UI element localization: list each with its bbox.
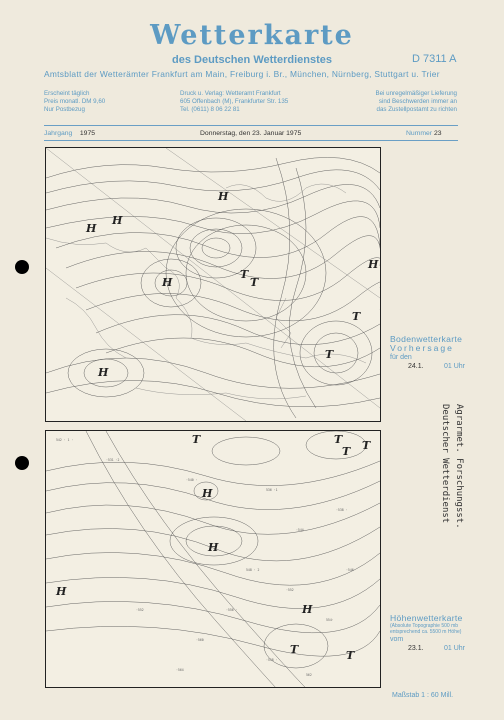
upper-map-drawing — [46, 431, 380, 687]
jahrgang-label: Jahrgang — [44, 130, 73, 137]
map-scale: Maßstab 1 : 60 Mill. — [392, 692, 454, 699]
pressure-label: T — [342, 445, 351, 458]
pressure-label: T — [346, 649, 355, 662]
svg-text:·540 ·: ·540 · — [186, 478, 198, 482]
svg-text:·544: ·544 — [296, 528, 304, 532]
pressure-label: H — [86, 222, 97, 235]
nummer-label: Nummer — [406, 130, 433, 137]
caption-vom: vom — [390, 636, 404, 643]
punch-hole — [15, 260, 29, 274]
svg-text:·531 ·2: ·531 ·2 — [106, 458, 120, 462]
info-text: das Zustellpostamt zu richten — [376, 105, 457, 113]
svg-text:562: 562 — [306, 673, 312, 677]
pressure-label: T — [192, 433, 201, 446]
caption-note: (Absolute Topographie 500 mb — [390, 623, 459, 629]
info-text: Nur Postbezug — [44, 105, 85, 113]
svg-text:542 · 1 ·: 542 · 1 · — [56, 438, 74, 442]
pressure-label: H — [302, 603, 313, 616]
pressure-label: T — [362, 439, 371, 452]
info-text: Tel. (0611) 8 06 22 81 — [180, 105, 240, 113]
document-number: D 7311 A — [412, 53, 457, 65]
caption-note: entsprechend ca. 5500 m Höhe) — [390, 629, 462, 635]
svg-text:·560: ·560 — [196, 638, 204, 642]
info-publisher — [180, 90, 288, 113]
pressure-label: H — [162, 276, 173, 289]
pressure-label: H — [218, 190, 229, 203]
info-subscription — [44, 90, 105, 113]
pressure-label: H — [98, 366, 109, 379]
info-delivery — [358, 90, 457, 113]
pressure-label: H — [202, 487, 213, 500]
issue-date — [200, 130, 301, 137]
official-line: Amtsblatt der Wetterämter Frankfurt am Main, Freiburg i. Br., München, Nürnberg, Stuttgart u. Trier — [44, 69, 440, 79]
pressure-label: T — [290, 643, 299, 656]
info-text: 605 Offenbach (M), Frankfurter Str. 135 — [180, 97, 289, 105]
divider — [44, 125, 458, 126]
info-text: Bei unregelmäßiger Lieferung — [375, 90, 457, 97]
svg-text:·552: ·552 — [136, 608, 144, 612]
nummer-value: 23 — [433, 130, 442, 137]
upper-air-map — [45, 430, 381, 688]
info-text: sind Beschwerden immer an — [378, 97, 457, 105]
svg-text:536 ·1: 536 ·1 — [266, 488, 278, 492]
stamp-line: Agrarmet. Forschungsst. — [454, 404, 464, 529]
svg-text:·558 ·: ·558 · — [266, 658, 278, 662]
caption-title: Bodenwetterkarte — [390, 334, 463, 344]
caption-time: 01 Uhr — [444, 645, 466, 652]
pressure-label: H — [208, 541, 219, 554]
svg-text:·552: ·552 — [286, 588, 294, 592]
divider — [44, 140, 458, 141]
svg-text:554·: 554· — [326, 618, 334, 622]
page-title: Wetterkarte — [150, 20, 354, 51]
issue-number — [406, 130, 442, 137]
info-text: Erscheint täglich — [44, 90, 90, 97]
archive-stamp — [437, 402, 477, 582]
pressure-label: H — [56, 585, 67, 598]
page-subtitle: des Deutschen Wetterdienstes — [172, 54, 332, 66]
svg-text:·556 ·: ·556 · — [226, 608, 238, 612]
pressure-label: T — [240, 268, 249, 281]
jahrgang — [44, 130, 95, 137]
surface-forecast-map — [45, 147, 381, 422]
caption-date: 24.1. — [408, 363, 424, 370]
svg-text:·546: ·546 — [346, 568, 354, 572]
caption-time: 01 Uhr — [444, 363, 466, 370]
pressure-label: H — [112, 214, 123, 227]
svg-text:·564: ·564 — [176, 668, 184, 672]
date-text: Donnerstag, den 23. Januar 1975 — [200, 130, 302, 137]
info-text: Druck u. Verlag: Wetteramt Frankfurt — [180, 90, 281, 97]
surface-map-caption — [390, 335, 470, 372]
caption-subtitle: Vorhersage — [390, 343, 454, 353]
pressure-label: T — [352, 310, 361, 323]
pressure-label: T — [334, 433, 343, 446]
caption-for: für den — [390, 354, 412, 361]
punch-hole — [15, 456, 29, 470]
caption-title: Höhenwetterkarte — [390, 613, 463, 623]
jahrgang-value: 1975 — [79, 130, 96, 137]
caption-date: 23.1. — [408, 645, 424, 652]
stamp-line: Deutscher Wetterdienst — [440, 404, 450, 524]
pressure-label: H — [368, 258, 379, 271]
info-text: Preis monatl. DM 9,60 — [44, 97, 106, 105]
pressure-label: T — [325, 348, 334, 361]
surface-map-drawing — [46, 148, 380, 421]
svg-text:548 · 2: 548 · 2 — [246, 568, 260, 572]
pressure-label: T — [250, 276, 259, 289]
upper-map-caption — [390, 614, 470, 654]
svg-text:·538 ·: ·538 · — [336, 508, 348, 512]
